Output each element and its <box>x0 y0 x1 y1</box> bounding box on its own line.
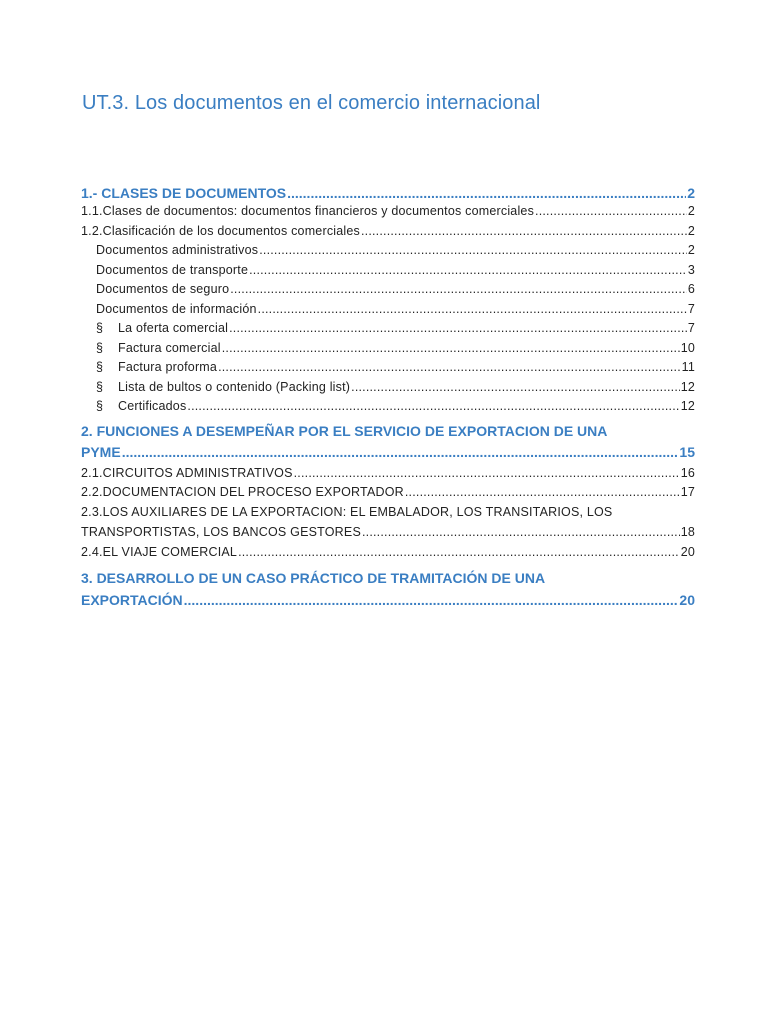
toc-dot-leader <box>535 204 687 218</box>
toc-entry-documentos-seguro[interactable] <box>81 282 695 302</box>
toc-entry-label: Factura proforma <box>118 360 218 374</box>
toc-dot-leader <box>351 380 680 394</box>
toc-entry-label: La oferta comercial <box>118 321 229 335</box>
section-sign-bullet: § <box>96 399 104 413</box>
toc-page-number: 2 <box>687 243 695 257</box>
document-title: UT.3. Los documentos en el comercio internacional <box>82 92 541 114</box>
toc-page-number: 10 <box>680 340 695 355</box>
toc-entry-factura-proforma[interactable] <box>81 360 695 380</box>
toc-entry-label: 1.1.Clases de documentos: documentos financieros y documentos comerciales <box>81 204 535 218</box>
toc-dot-leader <box>238 545 680 559</box>
toc-page-number: 3 <box>687 262 695 277</box>
toc-page-number: 20 <box>680 544 695 559</box>
toc-dot-leader <box>218 360 681 374</box>
toc-entry-label: Certificados <box>118 399 187 413</box>
toc-dot-leader <box>187 399 679 413</box>
toc-entry-label: Documentos de transporte <box>96 262 249 277</box>
toc-entry-section-3[interactable] <box>81 570 695 614</box>
toc-entry-label: 1.2.Clasificación de los documentos comerciales <box>81 223 360 238</box>
toc-entry-documentos-transporte[interactable] <box>81 263 695 283</box>
toc-page-number: 16 <box>680 465 695 480</box>
toc-entry-label-line-1: 2.3.LOS AUXILIARES DE LA EXPORTACION: EL EMBALADOR, LOS TRANSITARIOS, LOS <box>81 504 613 519</box>
toc-entry-label: 1.- CLASES DE DOCUMENTOS <box>81 185 287 201</box>
section-sign-bullet: § <box>96 379 104 394</box>
toc-entry-2-2[interactable] <box>81 485 695 505</box>
toc-entry-label: Lista de bultos o contenido (Packing list) <box>118 379 351 394</box>
toc-page-number: 2 <box>687 223 695 238</box>
toc-entry-label: 2.4.EL VIAJE COMERCIAL <box>81 544 238 559</box>
toc-entry-label: 2.1.CIRCUITOS ADMINISTRATIVOS <box>81 465 293 480</box>
toc-dot-leader <box>249 263 687 277</box>
toc-entry-label: Factura comercial <box>118 340 221 355</box>
toc-entry-oferta-comercial[interactable] <box>81 321 695 341</box>
toc-page-number: 12 <box>680 399 695 413</box>
section-sign-bullet: § <box>96 360 104 374</box>
toc-dot-leader <box>230 282 687 296</box>
toc-page-number: 12 <box>680 379 695 394</box>
toc-dot-leader <box>405 485 680 499</box>
toc-dot-leader <box>184 592 679 608</box>
toc-page-number: 15 <box>679 443 695 460</box>
toc-dot-leader <box>287 185 686 201</box>
toc-dot-leader <box>362 525 680 539</box>
toc-entry-label-line-2: EXPORTACIÓN <box>81 592 183 608</box>
toc-entry-section-2[interactable] <box>81 423 695 466</box>
toc-entry-2-1[interactable] <box>81 466 695 486</box>
toc-entry-section-1[interactable] <box>81 185 695 204</box>
toc-entry-documentos-informacion[interactable] <box>81 302 695 322</box>
toc-page-number: 18 <box>680 524 695 539</box>
toc-entry-label-line-2: PYME <box>81 443 121 460</box>
toc-entry-2-4[interactable] <box>81 545 695 565</box>
toc-dot-leader <box>258 302 687 316</box>
toc-entry-2-3[interactable] <box>81 505 695 545</box>
toc-entry-factura-comercial[interactable] <box>81 341 695 361</box>
toc-entry-label: Documentos de información <box>96 301 257 316</box>
toc-page-number: 7 <box>687 321 695 335</box>
toc-entry-label: Documentos de seguro <box>96 282 230 296</box>
toc-entry-documentos-administrativos[interactable] <box>81 243 695 263</box>
toc-entry-certificados[interactable] <box>81 399 695 419</box>
toc-page-number: 2 <box>687 204 695 218</box>
toc-entry-packing-list[interactable] <box>81 380 695 400</box>
toc-page-number: 17 <box>680 485 695 499</box>
toc-page-number: 20 <box>679 592 695 608</box>
toc-entry-label: Documentos administrativos <box>96 243 259 257</box>
toc-page-number: 7 <box>687 301 695 316</box>
toc-entry-label-line-1: 3. DESARROLLO DE UN CASO PRÁCTICO DE TRAMITACIÓN DE UNA <box>81 570 546 586</box>
table-of-contents <box>81 180 695 614</box>
section-sign-bullet: § <box>96 340 104 355</box>
toc-page-number: 6 <box>687 282 695 296</box>
toc-entry-label-line-1: 2. FUNCIONES A DESEMPEÑAR POR EL SERVICIO DE EXPORTACION DE UNA <box>81 422 608 439</box>
toc-dot-leader <box>294 466 680 480</box>
toc-entry-1-2[interactable] <box>81 224 695 244</box>
toc-entry-1-1[interactable] <box>81 204 695 224</box>
section-sign-bullet: § <box>96 321 104 335</box>
toc-dot-leader <box>259 243 687 257</box>
toc-entry-label: 2.2.DOCUMENTACION DEL PROCESO EXPORTADOR <box>81 485 404 499</box>
toc-dot-leader <box>361 224 687 238</box>
toc-entry-label-line-2: TRANSPORTISTAS, LOS BANCOS GESTORES <box>81 524 361 539</box>
toc-dot-leader <box>229 321 687 335</box>
toc-dot-leader <box>122 444 679 460</box>
toc-dot-leader <box>222 341 680 355</box>
toc-page-number: 2 <box>687 185 695 201</box>
toc-page-number: 11 <box>681 360 695 374</box>
